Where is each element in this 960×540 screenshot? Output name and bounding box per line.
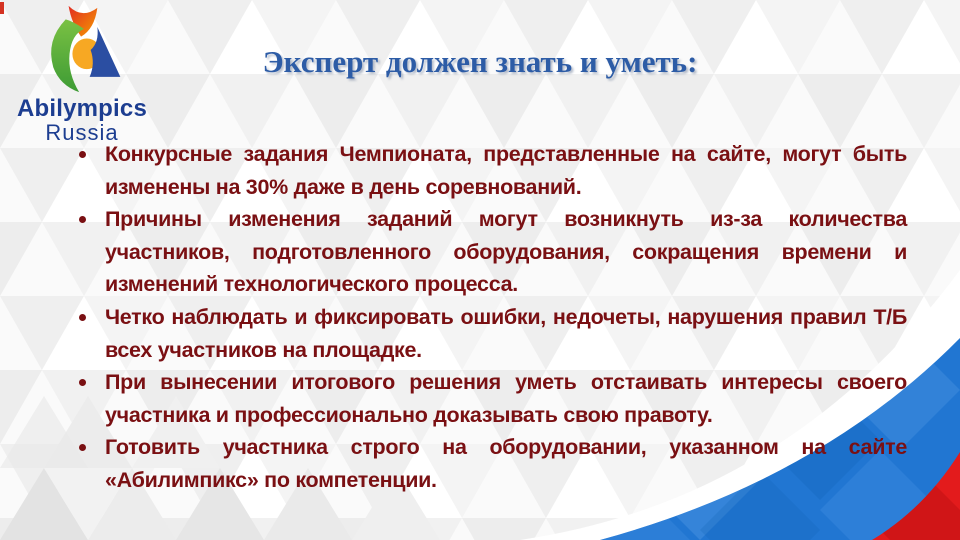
logo-text-russia: Russia [45, 120, 119, 146]
bullet-item: Готовить участника строго на оборудовании, указанном на сайте «Абилимпикс» по компетенции. [73, 431, 907, 496]
edge-red-sliver [0, 2, 4, 14]
bullet-item: При вынесении итогового решения уметь отстаивать интересы своего участника и профессионально доказывать свою правоту. [73, 366, 907, 431]
bullet-item: Причины изменения заданий могут возникнуть из-за количества участников, подготовленного оборудования, сокращения времени и изменений технологического процесса. [73, 203, 907, 301]
logo-text-abilympics: Abilympics [16, 95, 148, 122]
slide-title: Эксперт должен знать и уметь: [262, 44, 698, 79]
bullet-list [73, 138, 907, 497]
bullet-item: Четко наблюдать и фиксировать ошибки, недочеты, нарушения правил Т/Б всех участников на площадке. [73, 301, 907, 366]
bullet-item: Конкурсные задания Чемпионата, представленные на сайте, могут быть изменены на 30% даже в день соревнований. [73, 138, 907, 203]
